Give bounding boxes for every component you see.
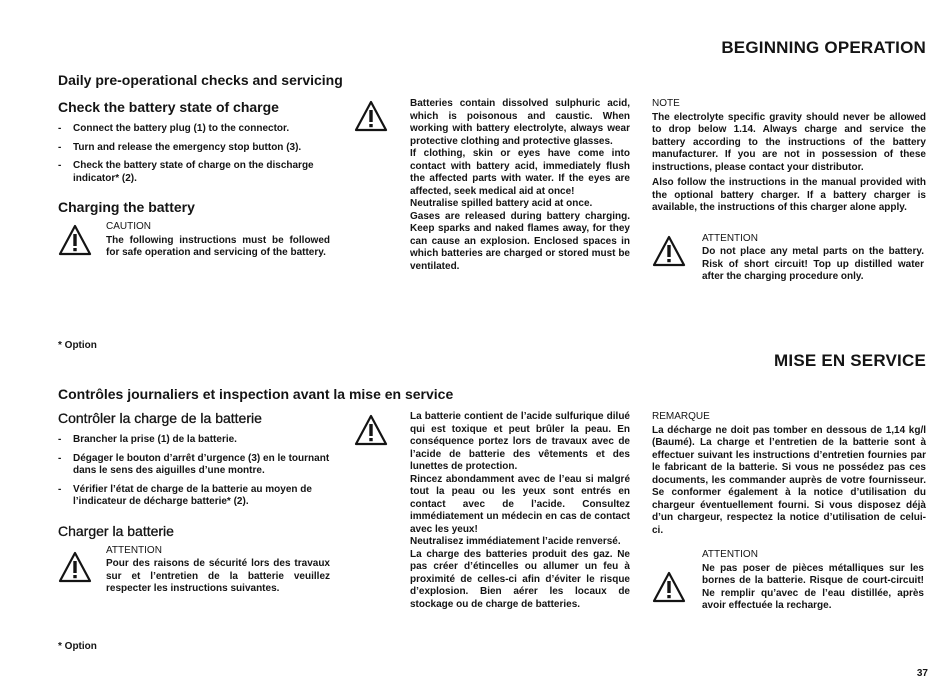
left-column-french (58, 410, 333, 596)
check-title-english: Check the battery state of charge (58, 99, 279, 115)
warning-paragraph: Rincez abondamment avec de l’eau si malgré tout la peau ou les yeux sont entrés en contact avec de l’acide. Consultez immédiatement un médecin en cas de contact avec les yeux! (410, 473, 630, 535)
warning-text-french (410, 411, 630, 611)
right-column-english (652, 98, 926, 284)
charging-title-english: Charging the battery (58, 199, 195, 215)
warning-text-english (410, 98, 630, 273)
note-paragraph: The electrolyte specific gravity should never be allowed to drop below 1.14. Always charge and service the battery according to the instructions of the battery manufacturer. If you are not in possession of these instructions, please contact your distributor. (652, 111, 926, 173)
warning-triangle-icon (652, 235, 686, 267)
warning-triangle-icon (58, 224, 92, 256)
page-number: 37 (916, 668, 928, 679)
warning-paragraph: La batterie contient de l’acide sulfurique dilué qui est toxique et peut brûler la peau. En conséquence portez lors de travaux avec de l’acide de batterie des vêtements et des lunettes de protection. (410, 411, 630, 472)
caution-text-french: Pour des raisons de sécurité lors des travaux sur et l’entretien de la batterie veuillez respecter les instructions suivantes. (106, 558, 330, 594)
section-title-french: MISE EN SERVICE (774, 351, 926, 370)
list-item: - Vérifier l’état de charge de la batterie au moyen de l’indicateur de décharge batterie* (2). (58, 484, 333, 509)
attention-label-french: ATTENTION (702, 549, 758, 560)
check-list-english (58, 123, 333, 185)
warning-triangle-icon (354, 414, 388, 446)
warning-triangle-icon (58, 551, 92, 583)
check-list-french (58, 434, 333, 509)
list-item: - Check the battery state of charge on the discharge indicator* (2). (58, 160, 333, 185)
warning-paragraph: Batteries contain dissolved sulphuric acid, which is poisonous and caustic. When working with battery electrolyte, always wear protective clothing and protective glasses. (410, 98, 630, 147)
attention-text-english: Do not place any metal parts on the battery. Risk of short circuit! Top up distilled water after the charging procedure only. (702, 246, 924, 282)
note-label-french: REMARQUE (652, 411, 710, 422)
footnote-french: * Option (58, 641, 97, 652)
list-item: - Brancher la prise (1) de la batterie. (58, 434, 333, 447)
note-paragraph: La décharge ne doit pas tomber en dessous de 1,14 kg/l (Baumé). La charge et l’entretien de la batterie sont à effectuer suivant les instructions d’entretien fournies par le fabricant de la batterie. Si vous ne possédez pas ces documents, les commander auprès de votre fournisseur. Se conformer également à la notice d’utilisation du chargeur éventuellement fourni. Si vous disposez déjà d’un chargeur, respectez la notice d’utilisation de celui-ci. (652, 424, 926, 536)
list-item: - Turn and release the emergency stop button (3). (58, 142, 333, 155)
list-item: - Dégager le bouton d’arrêt d’urgence (3) en le tournant dans le sens des aiguilles d’une montre. (58, 453, 333, 478)
caution-label-english: CAUTION (106, 221, 151, 232)
warning-paragraph: La charge des batteries produit des gaz. Ne pas créer d’étincelles ou allumer un feu à proximité de celles-ci afin d’éviter le risque d’explosion. Bien aérer les locaux de stockage ou de charge de batteries. (410, 548, 630, 610)
heading-french: Contrôles journaliers et inspection avant la mise en service (58, 386, 454, 402)
warning-paragraph: If clothing, skin or eyes have come into contact with battery acid, immediately flush the affected parts with water. If the eyes are affected, seek medical aid at once! (410, 148, 630, 197)
attention-text-french: Ne pas poser de pièces métalliques sur les bornes de la batterie. Risque de court-circuit! Ne remplir qu’avec de l’eau distillée, après avoir effectuée la recharge. (702, 562, 924, 611)
caution-block-english (58, 221, 333, 260)
caution-label-french: ATTENTION (106, 544, 162, 556)
check-title-french: Contrôler la charge de la batterie (58, 410, 262, 426)
right-column-french (652, 411, 926, 613)
list-item: - Connect the battery plug (1) to the connector. (58, 123, 333, 136)
attention-block-french (652, 549, 926, 613)
heading-english: Daily pre-operational checks and servicing (58, 72, 343, 88)
attention-label-english: ATTENTION (702, 232, 758, 244)
note-label-english: NOTE (652, 98, 680, 109)
caution-block-french (58, 545, 333, 596)
warning-triangle-icon (354, 100, 388, 132)
caution-text-english: The following instructions must be followed for safe operation and servicing of the battery. (106, 234, 330, 258)
warning-paragraph: Neutralisez immédiatement l’acide renversé. (410, 536, 621, 547)
section-title-english: BEGINNING OPERATION (721, 38, 926, 57)
charging-title-french: Charger la batterie (58, 522, 174, 539)
note-paragraph: Also follow the instructions in the manual provided with the optional battery charger. If a battery charger is available, the instructions of this charger alone apply. (652, 177, 926, 213)
warning-paragraph: Gases are released during battery charging. Keep sparks and naked flames away, for they can cause an explosion. Enclosed spaces in which batteries are charged or stored must be ventilated. (410, 210, 630, 272)
warning-triangle-icon (652, 571, 686, 603)
footnote-english: * Option (58, 340, 97, 351)
attention-block-english (652, 233, 926, 284)
left-column-english (58, 99, 333, 260)
warning-paragraph: Neutralise spilled battery acid at once. (410, 198, 593, 209)
